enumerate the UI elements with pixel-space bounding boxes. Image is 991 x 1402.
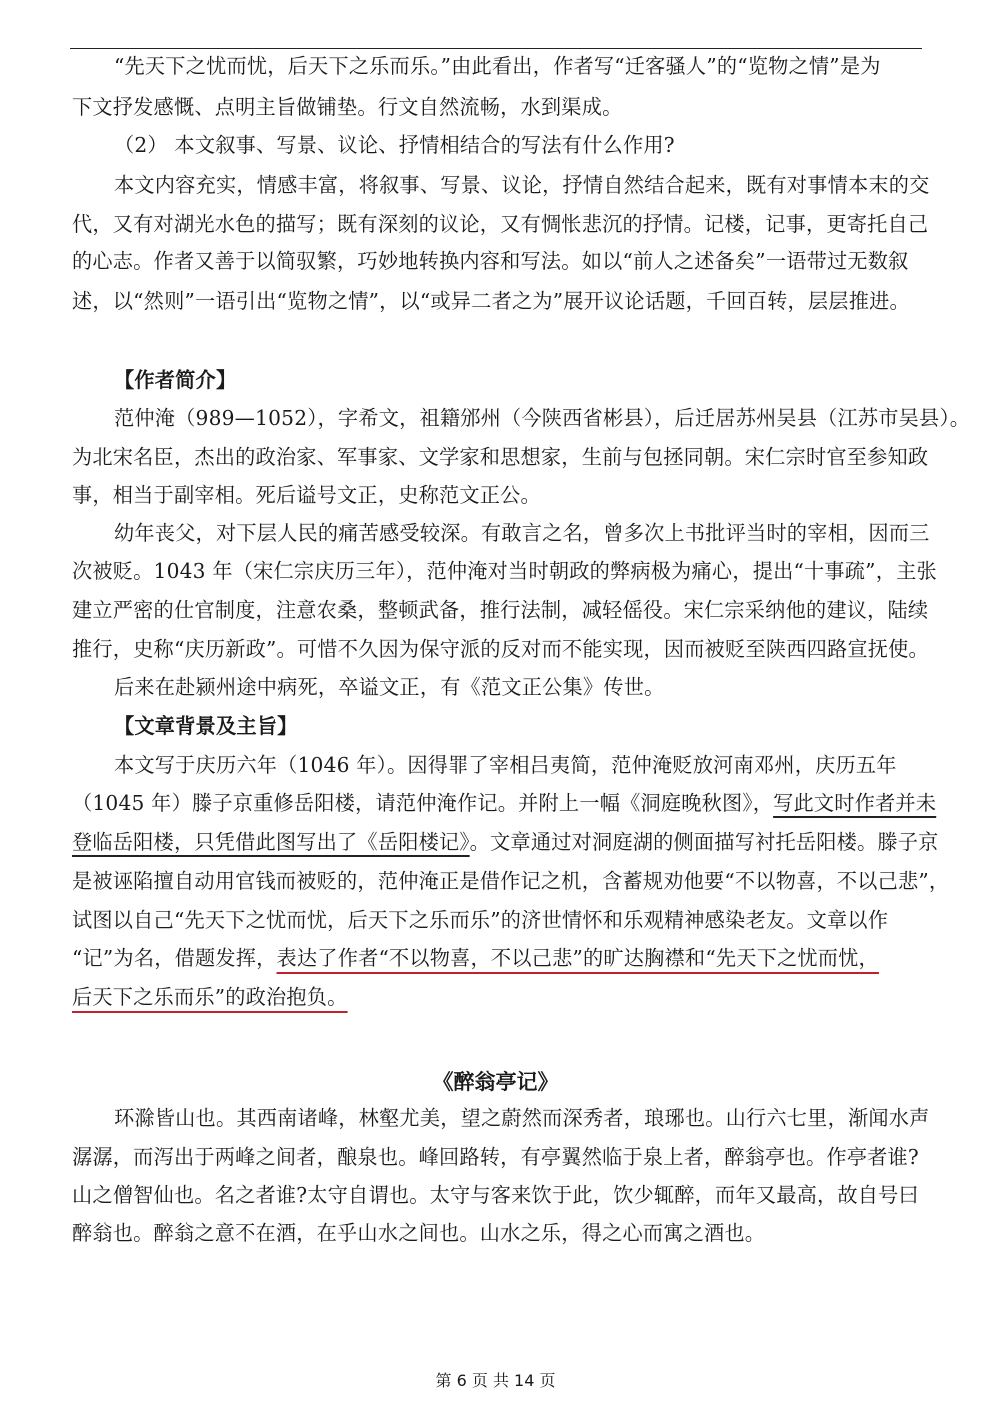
text-span: 。文章通过对洞庭湖的侧面描写衬托岳阳楼。滕子京 <box>469 830 939 854</box>
text-line: 本文内容充实，情感丰富，将叙事、写景、议论，抒情自然结合起来，既有对事情本末的交 <box>114 173 930 197</box>
text-line: 醉翁也。醉翁之意不在酒，在乎山水之间也。山水之乐，得之心而寓之酒也。 <box>72 1221 766 1245</box>
text-line: 环滁皆山也。其西南诸峰，林壑尤美，望之蔚然而深秀者，琅琊也。山行六七里，渐闻水声 <box>114 1106 930 1130</box>
text-line <box>72 828 939 856</box>
text-line: 范仲淹（989—1052），字希文，祖籍邠州（今陕西省彬县），后迁居苏州吴县（江苏市吴县）。 <box>114 406 971 430</box>
background-heading: 【文章背景及主旨】 <box>114 714 298 738</box>
text-span: （1045 年）滕子京重修岳阳楼，请范仲淹作记。并附上一幅《洞庭晚秋图》， <box>72 791 774 815</box>
section-title: 《醉翁亭记》 <box>432 1070 559 1094</box>
text-line: 推行，史称“庆历新政”。可惜不久因为保守派的反对而不能实现，因而被贬至陕西四路宣抚使。 <box>72 637 929 661</box>
header-rule <box>70 48 922 49</box>
text-line: 下文抒发感慨、点明主旨做铺垫。行文自然流畅，水到渠成。 <box>72 95 623 119</box>
red-underlined-text: 后天下之乐而乐”的政治抱负。 <box>72 985 348 1009</box>
author-heading: 【作者简介】 <box>114 368 237 392</box>
question-2: （2） 本文叙事、写景、议论、抒情相结合的写法有什么作用? <box>114 133 675 157</box>
text-line: 次被贬。1043 年（宋仁宗庆历三年），范仲淹对当时朝政的弊病极为痛心，提出“十事疏”，主张 <box>72 559 937 583</box>
text-line: 事，相当于副宰相。死后谥号文正，史称范文正公。 <box>72 483 541 507</box>
text-line: 是被诬陷擅自动用官钱而被贬的，范仲淹正是借作记之机，含蓄规劝他要“不以物喜，不以己悲”， <box>72 869 950 893</box>
underlined-text: 写此文时作者并未 <box>773 791 937 815</box>
text-line: 幼年丧父，对下层人民的痛苦感受较深。有敢言之名，曾多次上书批评当时的宰相，因而三 <box>114 521 930 545</box>
text-line: 建立严密的仕官制度，注意农桑，整顿武备，推行法制，减轻傜役。宋仁宗采纳他的建议，陆续 <box>72 598 929 622</box>
text-line <box>72 983 932 1011</box>
text-span: “记”为名，借题发挥， <box>72 946 277 970</box>
text-line: 本文写于庆历六年（1046 年）。因得罪了宰相吕夷简，范仲淹贬放河南邓州，庆历五年 <box>114 753 897 777</box>
underlined-text: 登临岳阳楼，只凭借此图写出了《岳阳楼记》 <box>72 830 470 854</box>
text-line: 潺潺，而泻出于两峰之间者，酿泉也。峰回路转，有亭翼然临于泉上者，醉翁亭也。作亭者谁? <box>72 1145 919 1169</box>
text-line: 代，又有对湖光水色的描写；既有深刻的议论，又有惆怅悲沉的抒情。记楼，记事，更寄托自己 <box>72 212 929 236</box>
page-number: 第 6 页 共 14 页 <box>435 1371 556 1390</box>
text-line: 述，以“然则”一语引出“览物之情”，以“或异二者之为”展开议论话题，千回百转，层层推进。 <box>72 289 910 313</box>
text-line: 试图以自己“先天下之忧而忧，后天下之乐而乐”的济世情怀和乐观精神感染老友。文章以作 <box>72 908 889 932</box>
text-line <box>72 789 937 817</box>
text-line: 山之僧智仙也。名之者谁?太守自谓也。太守与客来饮于此，饮少辄醉，而年又最高，故自号曰 <box>72 1183 919 1207</box>
text-line: 的心志。作者又善于以简驭繁，巧妙地转换内容和写法。如以“前人之述备矣”一语带过无数叙 <box>72 249 909 273</box>
text-line: 后来在赴颍州途中病死，卒谥文正，有《范文正公集》传世。 <box>114 675 665 699</box>
text-line <box>72 944 932 972</box>
text-line: “先天下之忧而忧，后天下之乐而乐。”由此看出，作者写“迁客骚人”的“览物之情”是为 <box>114 54 881 78</box>
red-underlined-text: 表达了作者“不以物喜，不以己悲”的旷达胸襟和“先天下之忧而忧， <box>276 946 879 970</box>
text-line: 为北宋名臣，杰出的政治家、军事家、文学家和思想家，生前与包拯同朝。宋仁宗时官至参知政 <box>72 445 929 469</box>
